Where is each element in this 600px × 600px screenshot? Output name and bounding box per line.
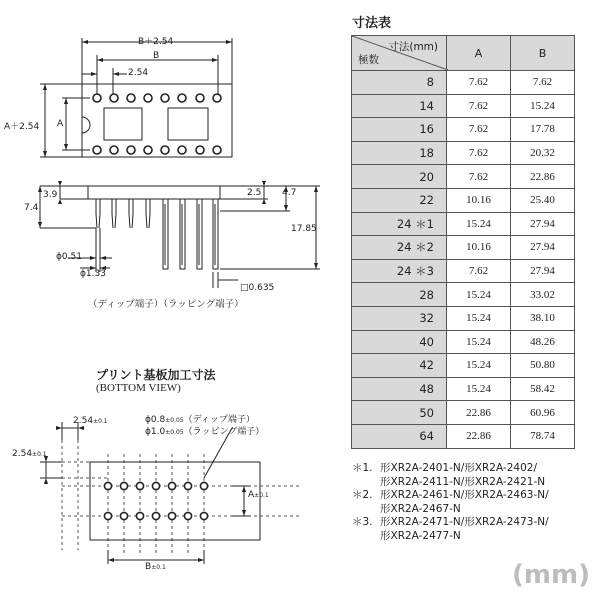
b-cell: 15.24	[511, 94, 575, 118]
footnote-mark: ＊2.	[352, 489, 373, 501]
pcb-hole-dip: ϕ0.8±0.05（ディップ端子）	[145, 415, 255, 425]
b-cell: 48.26	[511, 330, 575, 354]
a-cell: 7.62	[447, 165, 511, 189]
footnote-cont	[352, 476, 592, 490]
poles-cell: 20	[352, 165, 447, 189]
footnote-cont	[352, 503, 592, 517]
table-row	[352, 141, 575, 165]
poles-cell: 24 ＊2	[352, 236, 447, 260]
a-cell: 10.16	[447, 236, 511, 260]
poles-cell: 16	[352, 118, 447, 142]
socket-drawing	[0, 0, 345, 330]
footnote-text: 形XR2A-2477-N	[380, 529, 461, 542]
b-cell: 50.80	[511, 354, 575, 378]
table-row	[352, 165, 575, 189]
label-d-1-33: ϕ1.33	[80, 269, 106, 279]
footnote-cont	[352, 530, 592, 544]
footnote-text: 形XR2A-2467-N	[380, 502, 461, 515]
b-cell: 7.62	[511, 71, 575, 95]
poles-cell: 42	[352, 354, 447, 378]
a-cell: 22.86	[447, 401, 511, 425]
label-2-5: 2.5	[247, 188, 262, 198]
a-cell: 7.62	[447, 71, 511, 95]
b-cell: 20.32	[511, 141, 575, 165]
poles-cell: 24 ＊1	[352, 212, 447, 236]
table-row	[352, 306, 575, 330]
header-unit: 寸法(mm)	[388, 41, 438, 53]
header-b: B	[511, 36, 575, 71]
footnote-text: 形XR2A-2461-N/形XR2A-2463-N/	[380, 489, 549, 501]
footnote-mark: ＊1.	[352, 462, 373, 474]
poles-cell: 24 ＊3	[352, 259, 447, 283]
b-cell: 27.94	[511, 259, 575, 283]
pcb-label-b: B±0.1	[145, 562, 166, 572]
b-cell: 33.02	[511, 283, 575, 307]
socket-window-right	[168, 108, 208, 140]
footnote	[352, 489, 592, 503]
a-cell: 15.24	[447, 330, 511, 354]
a-cell: 15.24	[447, 354, 511, 378]
pcb-label-a: A±0.1	[248, 490, 269, 500]
table-row	[352, 94, 575, 118]
table-row	[352, 259, 575, 283]
poles-cell: 50	[352, 401, 447, 425]
label-sq-0-635: □0.635	[240, 283, 275, 293]
poles-cell: 40	[352, 330, 447, 354]
a-cell: 15.24	[447, 306, 511, 330]
footnote-text: 形XR2A-2411-N/形XR2A-2421-N	[380, 475, 546, 488]
poles-cell: 18	[352, 141, 447, 165]
b-cell: 17.78	[511, 118, 575, 142]
table-header-corner	[352, 36, 447, 71]
table-row	[352, 401, 575, 425]
footnote	[352, 516, 592, 530]
footnote	[352, 462, 592, 476]
pin-holes	[93, 94, 221, 154]
socket-side-body	[88, 186, 220, 199]
table-row	[352, 424, 575, 448]
pcb-hole-wrap: ϕ1.0±0.05（ラッピング端子）	[145, 427, 265, 437]
label-a-plus: A＋2.54	[4, 122, 40, 132]
b-cell: 58.42	[511, 377, 575, 401]
label-3-9: 3.9	[43, 190, 58, 200]
label-pitch: 2.54	[128, 68, 149, 78]
unit-label: (mm)	[512, 560, 590, 590]
poles-cell: 22	[352, 188, 447, 212]
footnote-text: 形XR2A-2471-N/形XR2A-2473-N/	[380, 516, 549, 528]
dimension-table	[351, 35, 575, 449]
dip-pin	[96, 199, 100, 228]
a-cell: 7.62	[447, 94, 511, 118]
b-cell: 60.96	[511, 401, 575, 425]
b-cell: 25.40	[511, 188, 575, 212]
label-17-85: 17.85	[291, 224, 317, 234]
pcb-label-pitch-x: 2.54±0.1	[73, 416, 108, 426]
pcb-title: プリント基板加工寸法	[96, 368, 216, 382]
table-row	[352, 354, 575, 378]
pcb-subtitle: (BOTTOM VIEW)	[96, 382, 181, 394]
b-cell: 22.86	[511, 165, 575, 189]
b-cell: 78.74	[511, 424, 575, 448]
label-b-plus: B＋2.54	[138, 37, 174, 47]
a-cell: 15.24	[447, 283, 511, 307]
table-row	[352, 188, 575, 212]
a-cell: 22.86	[447, 424, 511, 448]
pcb-label-pitch-y: 2.54±0.1	[12, 449, 47, 459]
a-cell: 7.62	[447, 118, 511, 142]
header-poles: 極数	[358, 54, 379, 66]
b-cell: 38.10	[511, 306, 575, 330]
table-row	[352, 71, 575, 95]
label-4-7: 4.7	[282, 188, 297, 198]
a-cell: 10.16	[447, 188, 511, 212]
table-row	[352, 118, 575, 142]
poles-cell: 28	[352, 283, 447, 307]
label-7-4: 7.4	[24, 203, 39, 213]
poles-cell: 32	[352, 306, 447, 330]
terminal-caption: （ディップ端子）（ラッピング端子）	[88, 299, 244, 310]
footnote-text: 形XR2A-2401-N/形XR2A-2402/	[380, 462, 537, 474]
b-cell: 27.94	[511, 212, 575, 236]
footnotes	[352, 462, 592, 543]
a-cell: 15.24	[447, 212, 511, 236]
label-a: A	[57, 119, 64, 129]
a-cell: 7.62	[447, 141, 511, 165]
socket-window-left	[104, 108, 142, 140]
poles-cell: 64	[352, 424, 447, 448]
a-cell: 15.24	[447, 377, 511, 401]
poles-cell: 14	[352, 94, 447, 118]
table-header-row	[352, 36, 575, 71]
table-title: 寸法表	[352, 16, 392, 31]
table-row	[352, 236, 575, 260]
label-d-0-51: ϕ0.51	[56, 252, 82, 262]
table-row	[352, 212, 575, 236]
poles-cell: 8	[352, 71, 447, 95]
socket-notch	[82, 117, 90, 133]
footnote-mark: ＊3.	[352, 516, 373, 528]
table-row	[352, 283, 575, 307]
table-row	[352, 330, 575, 354]
poles-cell: 48	[352, 377, 447, 401]
b-cell: 27.94	[511, 236, 575, 260]
pcb-holes	[104, 482, 207, 519]
a-cell: 7.62	[447, 259, 511, 283]
pcb-outline	[90, 462, 260, 540]
table-row	[352, 377, 575, 401]
label-b: B	[153, 51, 160, 61]
header-a: A	[447, 36, 511, 71]
